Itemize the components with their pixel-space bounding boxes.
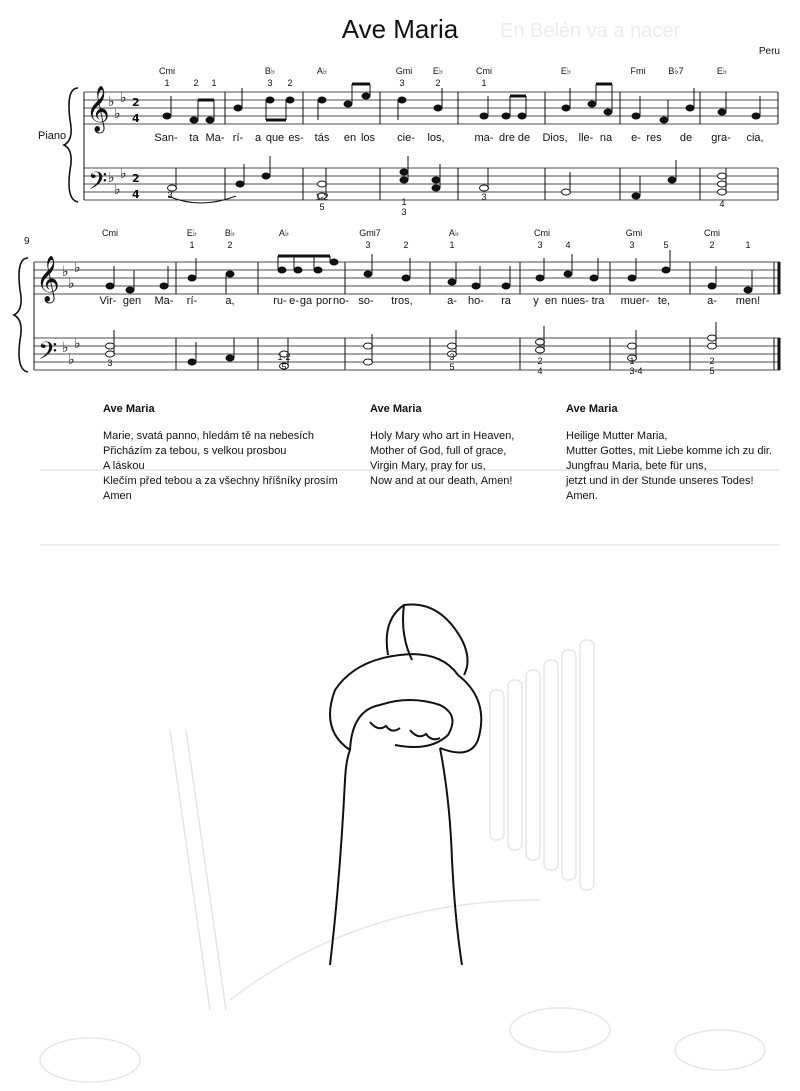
- bass-clef: 𝄢: [88, 167, 108, 202]
- svg-text:♭: ♭: [114, 106, 121, 122]
- bass-notes: [168, 156, 727, 203]
- chord-symbol: Cmi: [476, 66, 492, 76]
- fingering: 1-2: [277, 352, 291, 362]
- svg-text:♭: ♭: [74, 336, 81, 352]
- translation-czech: [103, 402, 338, 504]
- brace: [64, 88, 78, 202]
- lyric-syllable: a-: [707, 295, 717, 307]
- fingering: 1: [189, 240, 195, 250]
- treble-staff-lines: [84, 92, 778, 124]
- svg-text:4: 4: [132, 188, 140, 201]
- lyric-syllable: Ma-: [154, 295, 174, 307]
- svg-text:♭: ♭: [108, 94, 115, 110]
- fingering: 1: [481, 78, 487, 88]
- fingering: 1: [449, 240, 455, 250]
- bass-staff-lines: [34, 338, 780, 370]
- svg-text:♭: ♭: [68, 352, 75, 368]
- lyric-syllable: ma-: [474, 132, 494, 144]
- lyric-syllable: de: [517, 132, 531, 144]
- fingering: 3: [167, 190, 173, 200]
- fingering: 3: [107, 358, 113, 368]
- bass-staff-lines: [84, 168, 778, 200]
- fingering: 1: [164, 78, 170, 88]
- lyric-syllable: tra: [591, 295, 605, 307]
- lyric-syllable: cie-: [397, 132, 415, 144]
- fingering: 1: [211, 78, 217, 88]
- fingering: 2: [287, 78, 293, 88]
- treble-notes: [163, 84, 760, 123]
- chord-symbol: E♭: [560, 66, 572, 76]
- chord-symbol: B♭: [224, 228, 236, 238]
- lyric-syllable: Dios,: [542, 132, 568, 144]
- lyric-syllable: so-: [358, 295, 374, 307]
- fingering: 3: [481, 192, 487, 202]
- lyric-syllable: no-: [333, 295, 349, 307]
- lyric-syllable: a: [254, 132, 262, 144]
- translation-line: Heilige Mutter Maria,: [566, 430, 668, 442]
- treble-clef: 𝄞: [86, 86, 110, 132]
- fingering: 1: [629, 356, 635, 366]
- svg-text:♭: ♭: [62, 340, 69, 356]
- fingering: 5: [319, 202, 325, 212]
- lyric-syllable: rí-: [186, 295, 198, 307]
- lyric-syllable: los,: [427, 132, 445, 144]
- lyric-syllable: y: [533, 295, 539, 307]
- translation-line: Marie, svatá panno, hledám tě na nebesích: [103, 430, 314, 442]
- lyric-syllable: tros,: [391, 295, 413, 307]
- page-title: Ave Maria: [341, 14, 459, 44]
- system-2: [14, 250, 780, 372]
- fingering: 2: [537, 356, 543, 366]
- chord-symbol: Cmi: [534, 228, 550, 238]
- lyric-syllable: muer-: [620, 295, 650, 307]
- svg-text:♭: ♭: [114, 182, 121, 198]
- lyric-syllable: por: [316, 295, 332, 307]
- fingering: 3: [629, 240, 635, 250]
- fingering: 2: [709, 356, 715, 366]
- fingering: 5: [663, 240, 669, 250]
- chord-symbol: A♭: [278, 228, 290, 238]
- translation-line: Amen: [103, 490, 132, 502]
- lyric-syllable: que: [265, 132, 285, 144]
- lyric-syllable: rí-: [232, 132, 244, 144]
- lyric-syllable: Ma-: [205, 132, 225, 144]
- lyric-syllable: res: [646, 132, 662, 144]
- background-decoration: [40, 470, 780, 1082]
- chord-symbol: Gmi: [625, 228, 643, 238]
- fingering: 1: [401, 197, 407, 207]
- lyric-syllable: ga: [299, 295, 313, 307]
- lyric-syllable: te,: [657, 295, 671, 307]
- translation-line: Virgin Mary, pray for us,: [370, 460, 486, 472]
- lyric-syllable: a,: [225, 295, 235, 307]
- treble-notes: [106, 250, 752, 294]
- translation-line: A láskou: [103, 460, 145, 472]
- fingering: 5: [449, 362, 455, 372]
- translation-english: [370, 402, 514, 489]
- fingering: 3: [267, 78, 273, 88]
- instrument-label: Piano: [38, 130, 67, 142]
- chord-symbol: Gmi7: [359, 228, 381, 238]
- chord-symbol: A♭: [316, 66, 328, 76]
- chord-symbol: Fmi: [630, 66, 646, 76]
- translation-line: Mother of God, full of grace,: [370, 445, 507, 457]
- lyric-syllable: ra: [501, 295, 511, 307]
- svg-text:♭: ♭: [74, 260, 81, 276]
- bass-clef: 𝄢: [38, 337, 58, 372]
- lyric-syllable: San-: [154, 132, 178, 144]
- fingering: 4: [719, 199, 725, 209]
- fingering: 3: [537, 240, 543, 250]
- chord-symbol: E♭: [432, 66, 444, 76]
- lyric-syllable: e-: [289, 295, 299, 307]
- treble-clef: 𝄞: [36, 256, 60, 302]
- lyric-syllable: en: [544, 295, 558, 307]
- translation-line: Now and at our death, Amen!: [370, 475, 513, 487]
- lyric-syllable: es-: [288, 132, 304, 144]
- lyric-syllable: gra-: [711, 132, 731, 144]
- translation-heading: Ave Maria: [103, 403, 155, 415]
- svg-text:2: 2: [132, 96, 140, 109]
- translation-line: Mutter Gottes, mit Liebe komme ich zu dir.: [566, 445, 773, 457]
- lyric-syllable: cia,: [746, 132, 764, 144]
- key-signature: [62, 260, 81, 368]
- song-origin: Peru: [758, 46, 780, 57]
- lyric-syllable: ta: [189, 132, 199, 144]
- translation-line: Přicházím za tebou, s velkou prosbou: [103, 445, 287, 457]
- chord-symbol: Gmi: [395, 66, 413, 76]
- lyric-syllable: dre: [499, 132, 515, 144]
- lyric-syllable: los: [360, 132, 376, 144]
- svg-text:♭: ♭: [108, 170, 115, 186]
- lyric-syllable: na: [599, 132, 613, 144]
- chord-symbol: E♭: [716, 66, 728, 76]
- translation-line: Klečím před tebou a za všechny hříšníky prosím: [103, 475, 338, 487]
- fingering: 3-4: [629, 366, 643, 376]
- translation-heading: Ave Maria: [370, 403, 422, 415]
- translation-line: Amen.: [566, 490, 598, 502]
- lyric-syllable: en: [343, 132, 357, 144]
- fingering: 2: [227, 240, 233, 250]
- fingering: 4: [537, 366, 543, 376]
- lyric-syllable: lle-: [578, 132, 594, 144]
- lyric-syllable: nues-: [561, 295, 589, 307]
- svg-text:♭: ♭: [120, 166, 127, 182]
- fingering: 1: [745, 240, 751, 250]
- bleed-through-title: En Belén va a nacer: [500, 20, 681, 42]
- lyric-syllable: Vir-: [99, 295, 117, 307]
- svg-text:4: 4: [132, 112, 140, 125]
- translation-line: Holy Mary who art in Heaven,: [370, 430, 515, 442]
- lyric-syllable: de: [679, 132, 693, 144]
- brace: [14, 258, 28, 372]
- translation-line: Jungfrau Maria, bete für uns,: [566, 460, 707, 472]
- chord-symbol: Cmi: [159, 66, 175, 76]
- translation-heading: Ave Maria: [566, 403, 618, 415]
- svg-text:♭: ♭: [120, 90, 127, 106]
- fingering: 2: [709, 240, 715, 250]
- svg-text:♭: ♭: [68, 276, 75, 292]
- fingering: 2: [193, 78, 199, 88]
- svg-text:♭: ♭: [62, 264, 69, 280]
- key-signature: [108, 90, 127, 198]
- fingering: 2: [403, 240, 409, 250]
- lyric-syllable: e-: [631, 132, 641, 144]
- chord-symbol: E♭: [186, 228, 198, 238]
- fingering: 3: [399, 78, 405, 88]
- fingering: 1-2: [315, 192, 329, 202]
- fingering: 4: [565, 240, 571, 250]
- fingering: 3: [401, 207, 407, 217]
- lyric-syllable: ho-: [468, 295, 484, 307]
- fingering: 5: [281, 362, 287, 372]
- chord-symbol: B♭7: [668, 66, 684, 76]
- chord-symbol: A♭: [448, 228, 460, 238]
- lyric-syllable: ru-: [273, 295, 287, 307]
- translation-german: [566, 402, 772, 504]
- fingering: 3: [365, 240, 371, 250]
- praying-figure-drawing: [330, 604, 481, 965]
- chord-symbol: B♭: [264, 66, 276, 76]
- fingering: 2: [435, 78, 441, 88]
- chord-symbol: Cmi: [102, 228, 118, 238]
- chord-symbol: Cmi: [704, 228, 720, 238]
- fingering: 5: [709, 366, 715, 376]
- measure-number: 9: [24, 236, 30, 247]
- lyric-syllable: tás: [314, 132, 330, 144]
- lyric-syllable: gen: [122, 295, 142, 307]
- fingering: 3: [449, 352, 455, 362]
- lyric-syllable: a-: [447, 295, 457, 307]
- time-signature: [132, 96, 140, 201]
- svg-text:2: 2: [132, 172, 140, 185]
- translation-line: jetzt und in der Stunde unseres Todes!: [566, 475, 754, 487]
- lyric-syllable: men!: [735, 295, 761, 307]
